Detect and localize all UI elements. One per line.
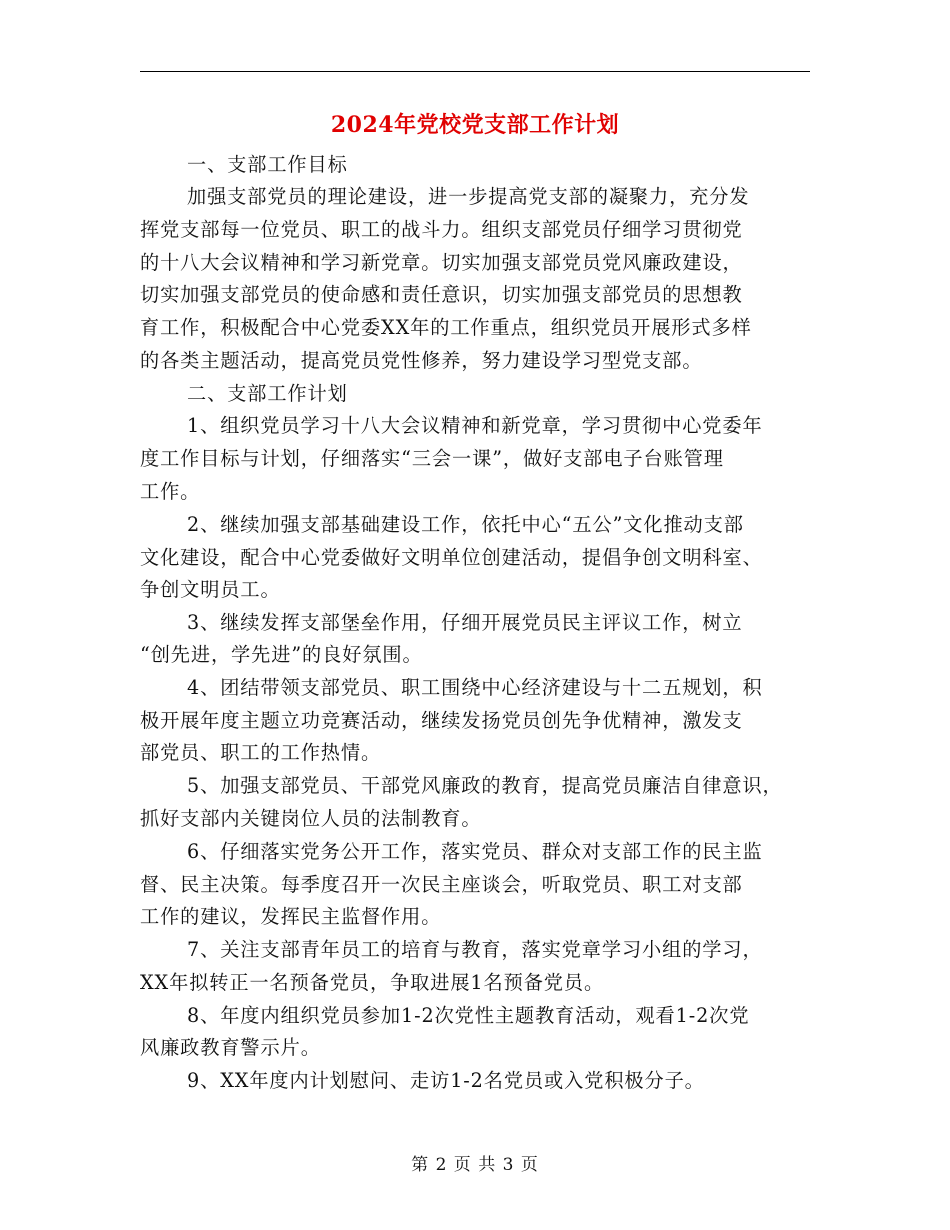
plan-item-1: 1、组织党员学习十八大会议精神和新党章，学习贯彻中心党委年 (187, 414, 763, 437)
page-number-footer: 第 2 页 共 3 页 (411, 1155, 539, 1175)
plan-item-7: 7、关注支部青年员工的培育与教育，落实党章学习小组的学习， (187, 938, 763, 961)
plan-item-6: 6、仔细落实党务公开工作，落实党员、群众对支部工作的民主监 (187, 840, 763, 863)
header-rule (140, 71, 810, 72)
plan-item-3: 3、继续发挥支部堡垒作用，仔细开展党员民主评议工作，树立 (187, 611, 743, 634)
body-line: 的各类主题活动，提高党员党性修养，努力建设学习型党支部。 (140, 349, 703, 372)
body-line: 度工作目标与计划，仔细落实“三会一课”，做好支部电子台账管理 (140, 447, 724, 470)
section-heading-plan: 二、支部工作计划 (187, 382, 348, 405)
plan-item-5: 5、加强支部党员、干部党风廉政的教育，提高党员廉洁自律意识， (187, 774, 783, 797)
body-line: 文化建设，配合中心党委做好文明单位创建活动，提倡争创文明科室、 (140, 546, 763, 569)
plan-item-9: 9、XX年度内计划慰问、走访1-2名党员或入党积极分子。 (187, 1069, 705, 1092)
body-line: 切实加强支部党员的使命感和责任意识，切实加强支部党员的思想教 (140, 283, 743, 306)
section-heading-goals: 一、支部工作目标 (187, 153, 348, 176)
plan-item-8: 8、年度内组织党员参加1-2次党性主题教育活动，观看1-2次党 (187, 1004, 750, 1027)
body-line: 督、民主决策。每季度召开一次民主座谈会，听取党员、职工对支部 (140, 873, 743, 896)
body-line: 加强支部党员的理论建设，进一步提高党支部的凝聚力，充分发 (187, 185, 750, 208)
body-line: XX年拟转正一名预备党员，争取进展1名预备党员。 (140, 971, 605, 994)
body-line: 部党员、职工的工作热情。 (140, 741, 382, 764)
body-line: 抓好支部内关键岗位人员的法制教育。 (140, 807, 482, 830)
body-line: 挥党支部每一位党员、职工的战斗力。组织支部党员仔细学习贯彻党 (140, 218, 743, 241)
document-title: 2024年党校党支部工作计划 (330, 112, 620, 138)
body-line: 工作。 (140, 480, 201, 503)
body-line: 极开展年度主题立功竞赛活动，继续发扬党员创先争优精神，激发支 (140, 709, 743, 732)
body-line: 育工作，积极配合中心党委XX年的工作重点，组织党员开展形式多样 (140, 316, 752, 339)
plan-item-2: 2、继续加强支部基础建设工作，依托中心“五公”文化推动支部 (187, 513, 744, 536)
body-line: 工作的建议，发挥民主监督作用。 (140, 905, 442, 928)
plan-item-4: 4、团结带领支部党员、职工围绕中心经济建设与十二五规划，积 (187, 676, 763, 699)
body-line: 的十八大会议精神和学习新党章。切实加强支部党员党风廉政建设， (140, 251, 743, 274)
body-line: “创先进，学先进”的良好氛围。 (140, 643, 423, 666)
body-line: 风廉政教育警示片。 (140, 1036, 321, 1059)
body-line: 争创文明员工。 (140, 578, 281, 601)
